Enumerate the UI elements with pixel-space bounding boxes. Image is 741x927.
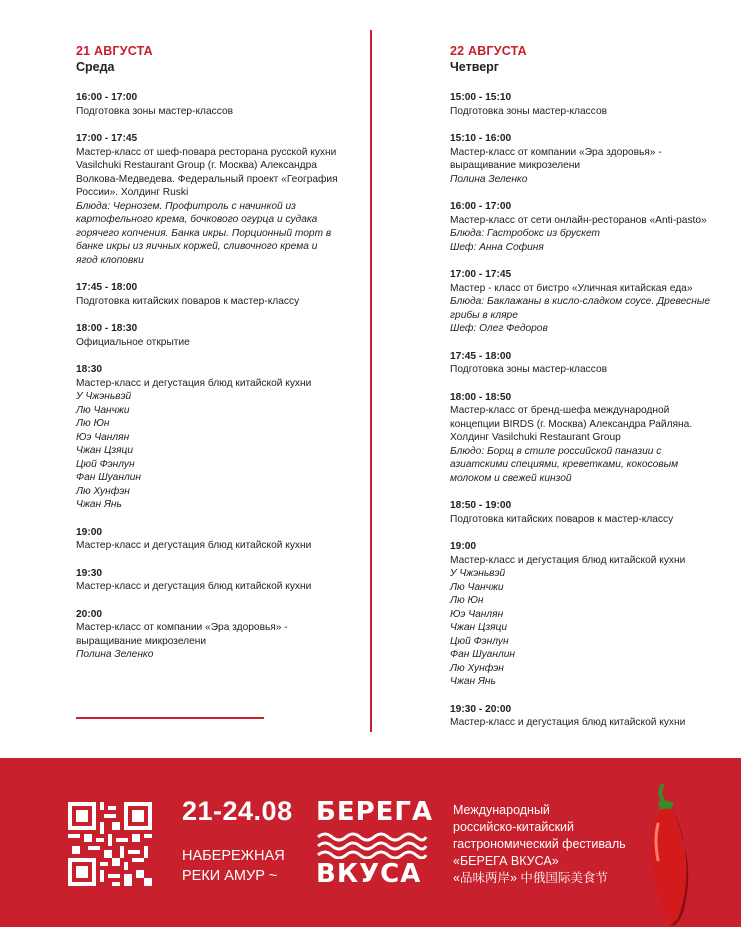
festival-dates: 21-24.08 xyxy=(182,796,293,826)
event-time: 16:00 - 17:00 xyxy=(450,201,512,212)
event-description: Мастер-класс и дегустация блюд китайской кухни xyxy=(76,540,312,551)
day-date: 22 АВГУСТА xyxy=(450,44,527,58)
event-detail: азиатскими специями, креветками, кокосовым xyxy=(450,459,679,470)
event-detail: Лю Чанчжи xyxy=(76,404,130,416)
event-time: 18:30 xyxy=(76,364,103,375)
event-detail: банке икры из яичных коржей, сливочного крема и xyxy=(76,241,318,252)
schedule-event xyxy=(76,132,376,267)
schedule-event xyxy=(450,499,720,526)
event-time: 20:00 xyxy=(76,608,103,620)
event-list xyxy=(450,91,720,730)
event-description: Мастер-класс от бренд-шефа международной xyxy=(450,405,670,416)
event-detail: картофельного крема, бочкового огурца и судака xyxy=(76,214,318,225)
event-detail: Лю Хунфэн xyxy=(450,662,504,674)
event-description: Подготовка китайских поваров к мастер-классу xyxy=(450,513,674,525)
event-detail: Чжан Янь xyxy=(76,499,122,510)
event-detail: горячего копчения. Банка икры. Порционный торт в xyxy=(76,227,332,239)
schedule-event xyxy=(450,391,720,486)
event-description: концепции BIRDS (г. Москва) Александра Райляна. xyxy=(450,418,693,430)
festival-description xyxy=(453,802,653,887)
event-detail: Лю Хунфэн xyxy=(76,485,130,497)
event-detail: Юэ Чанлян xyxy=(450,608,504,620)
event-description: выращивание микрозелени xyxy=(450,160,581,171)
event-description: Мастер-класс и дегустация блюд китайской кухни xyxy=(450,554,686,566)
schedule-event xyxy=(76,567,376,594)
day-weekday: Четверг xyxy=(450,60,500,74)
event-detail: Блюда: Гастробокс из брускет xyxy=(450,228,601,239)
event-detail: Полина Зеленко xyxy=(450,173,528,185)
event-time: 17:00 - 17:45 xyxy=(76,133,138,144)
event-description: Мастер-класс от компании «Эра здоровья» - xyxy=(450,146,662,158)
schedule-event xyxy=(76,281,376,308)
event-detail: грибы в кляре xyxy=(450,309,518,321)
event-detail: Лю Юн xyxy=(76,418,110,429)
event-time: 18:00 - 18:30 xyxy=(76,323,138,334)
schedule-event xyxy=(450,91,720,118)
schedule-event xyxy=(76,608,376,662)
schedule-event xyxy=(450,703,720,730)
event-detail: ягод клоповки xyxy=(76,254,144,266)
waves-icon xyxy=(316,831,428,859)
event-description: Vasilchuki Restaurant Group (г. Москва) Александра xyxy=(76,160,317,171)
event-description: Подготовка зоны мастер-классов xyxy=(76,105,234,117)
place-line: НАБЕРЕЖНАЯ xyxy=(182,848,285,864)
event-detail: У Чжэньвэй xyxy=(450,568,506,579)
event-description: Мастер-класс от шеф-повара ресторана русской кухни xyxy=(76,146,337,158)
event-detail: Блюдо: Борщ в стиле российской паназии с xyxy=(450,445,662,457)
event-description: России». Холдинг Ruski xyxy=(76,187,189,198)
day-date: 21 АВГУСТА xyxy=(76,44,153,58)
event-time: 15:00 - 15:10 xyxy=(450,92,512,103)
event-detail: Лю Чанчжи xyxy=(450,581,504,593)
schedule-event xyxy=(76,526,376,553)
schedule-event xyxy=(76,363,376,512)
festival-description-line: российско-китайский xyxy=(453,820,574,834)
qr-code-icon xyxy=(68,802,152,886)
event-description: Холдинг Vasilchuki Restaurant Group xyxy=(450,432,621,443)
event-time: 17:45 - 18:00 xyxy=(450,350,512,362)
logo-text-top: БЕРЕГА xyxy=(316,797,434,827)
event-description: Мастер-класс и дегустация блюд китайской кухни xyxy=(450,717,686,728)
footer-banner xyxy=(0,758,741,927)
schedule-column-day1 xyxy=(76,44,376,676)
event-detail: Чжан Цзяци xyxy=(76,445,134,456)
event-description: Мастер-класс и дегустация блюд китайской кухни xyxy=(76,581,312,592)
festival-description-line: «БЕРЕГА ВКУСА» xyxy=(453,854,559,868)
festival-place xyxy=(182,846,285,886)
event-time: 18:00 - 18:50 xyxy=(450,391,512,403)
event-description: Подготовка зоны мастер-классов xyxy=(450,364,608,375)
event-list xyxy=(76,91,376,662)
red-underline xyxy=(76,717,264,719)
event-time: 19:30 xyxy=(76,567,103,579)
event-description: Официальное открытие xyxy=(76,336,190,348)
logo-text-bottom: ВКУСА xyxy=(316,859,422,889)
schedule-event xyxy=(450,268,720,336)
event-description: Подготовка китайских поваров к мастер-классу xyxy=(76,295,300,307)
event-detail: Шеф: Олег Федоров xyxy=(450,323,548,334)
event-time: 19:00 xyxy=(450,541,477,552)
event-detail: Цюй Фэнлун xyxy=(76,458,135,470)
event-description: выращивание микрозелени xyxy=(76,635,207,647)
event-detail: Юэ Чанлян xyxy=(76,431,130,443)
event-detail: Лю Юн xyxy=(450,595,484,606)
event-description: Мастер - класс от бистро «Уличная китайская еда» xyxy=(450,282,693,294)
event-detail: У Чжэньвэй xyxy=(76,391,132,402)
event-time: 19:00 xyxy=(76,526,103,538)
festival-description-line: Международный xyxy=(453,803,550,817)
event-detail: Чжан Цзяци xyxy=(450,622,508,633)
event-detail: Фан Шуанлин xyxy=(450,649,515,660)
event-detail: Блюда: Баклажаны в кисло-сладком соусе. Древесные xyxy=(450,296,711,307)
event-detail: молоком и свежей кинзой xyxy=(450,472,572,484)
event-description: Подготовка зоны мастер-классов xyxy=(450,105,608,117)
schedule-event xyxy=(76,322,376,349)
event-detail: Чжан Янь xyxy=(450,676,496,687)
place-line: РЕКИ АМУР ~ xyxy=(182,868,278,884)
event-time: 16:00 - 17:00 xyxy=(76,92,138,103)
schedule-column-day2 xyxy=(450,44,720,744)
festival-description-line: «品味两岸» 中俄国际美食节 xyxy=(453,871,608,885)
event-description: Мастер-класс от сети онлайн-ресторанов «Anti-pasto» xyxy=(450,214,707,226)
event-description: Мастер-класс от компании «Эра здоровья» - xyxy=(76,622,288,633)
event-detail: Блюда: Чернозем. Профитроль с начинкой из xyxy=(76,200,296,212)
event-time: 19:30 - 20:00 xyxy=(450,703,512,715)
event-time: 15:10 - 16:00 xyxy=(450,133,512,144)
festival-logo xyxy=(316,797,434,890)
event-time: 17:00 - 17:45 xyxy=(450,269,512,280)
column-divider xyxy=(370,30,372,732)
event-detail: Полина Зеленко xyxy=(76,649,154,660)
schedule-event xyxy=(450,132,720,186)
event-time: 18:50 - 19:00 xyxy=(450,500,512,511)
event-detail: Шеф: Анна Софиня xyxy=(450,241,544,253)
schedule-event xyxy=(76,91,376,118)
event-description: Мастер-класс и дегустация блюд китайской кухни xyxy=(76,377,312,389)
schedule-event xyxy=(450,200,720,254)
schedule-event xyxy=(450,540,720,689)
event-detail: Цюй Фэнлун xyxy=(450,635,509,647)
schedule-event xyxy=(450,350,720,377)
chili-pepper-icon xyxy=(640,780,700,927)
day-weekday: Среда xyxy=(76,60,115,74)
festival-description-line: гастрономический фестиваль xyxy=(453,837,626,851)
event-description: Волкова-Медведева. Федеральный проект «География xyxy=(76,173,338,185)
event-time: 17:45 - 18:00 xyxy=(76,282,138,293)
event-detail: Фан Шуанлин xyxy=(76,472,141,483)
